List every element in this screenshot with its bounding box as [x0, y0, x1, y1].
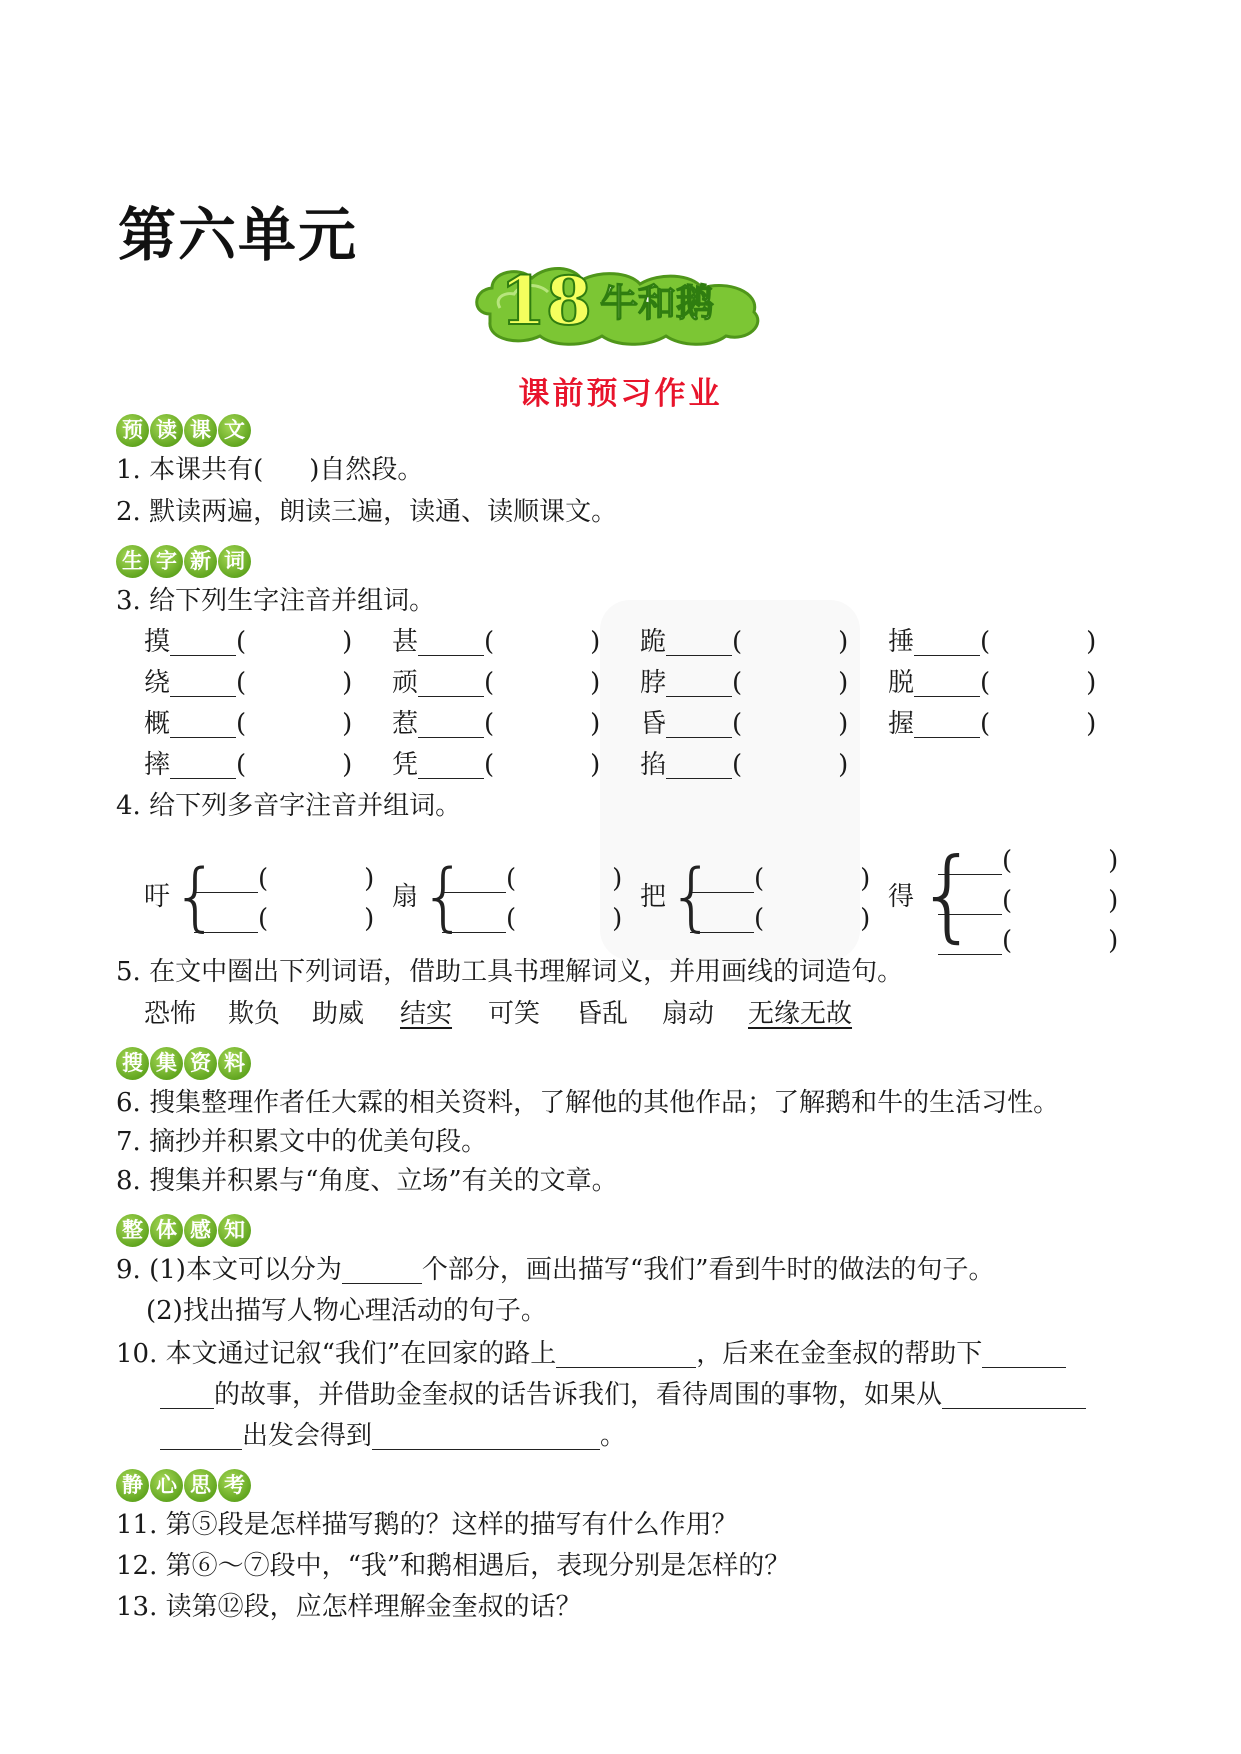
character-label: 跪: [640, 627, 667, 657]
paren-close: ): [612, 904, 623, 934]
character-label: 甚: [392, 627, 419, 657]
pinyin-blank[interactable]: [418, 635, 484, 661]
polyphonic-character: 把: [640, 882, 667, 912]
character-item: [888, 625, 1096, 659]
paren-close: ): [860, 864, 871, 894]
paren-open: (: [236, 668, 247, 698]
reading-row: [690, 902, 870, 936]
paren-close: ): [838, 709, 849, 739]
paren-open: (: [484, 709, 495, 739]
paren-open: (: [732, 627, 743, 657]
word-blank[interactable]: [494, 754, 590, 779]
question-13: 13. 读第⑫段，应怎样理解金奎叔的话？: [116, 1592, 582, 1622]
paren-close: ): [590, 627, 601, 657]
polyphonic-character: 扇: [392, 882, 419, 912]
pinyin-blank[interactable]: [914, 676, 980, 702]
word-blank[interactable]: [494, 631, 590, 656]
pinyin-blank[interactable]: [938, 894, 1002, 920]
paren-open: (: [754, 864, 765, 894]
section-heading-char: 搜: [116, 1047, 149, 1080]
unit-title: 第六单元: [118, 201, 359, 269]
polyphonic-character: 得: [888, 882, 915, 912]
pinyin-blank[interactable]: [418, 717, 484, 743]
section-heading-char: 集: [150, 1047, 183, 1080]
character-label: 顽: [392, 668, 419, 698]
word-blank[interactable]: [1012, 890, 1108, 915]
section-heading-char: 考: [218, 1469, 251, 1502]
paren-close: ): [1086, 668, 1097, 698]
answer-q9-part-count[interactable]: [342, 1263, 422, 1289]
word-blank[interactable]: [246, 754, 342, 779]
section-heading-char: 静: [116, 1469, 149, 1502]
character-item: [640, 748, 848, 782]
word-blank[interactable]: [516, 868, 612, 893]
character-item: [640, 625, 848, 659]
answer-q10-blank-2a[interactable]: [982, 1347, 1066, 1373]
brace-symbol: {: [172, 854, 220, 940]
vocabulary-word: 扇动: [662, 999, 715, 1029]
paren-open: (: [484, 668, 495, 698]
word-blank[interactable]: [742, 672, 838, 697]
section-heading-char: 思: [184, 1469, 217, 1502]
vocabulary-word: 结实: [400, 999, 453, 1029]
pinyin-blank[interactable]: [690, 872, 754, 898]
paren-open: (: [506, 864, 517, 894]
word-blank[interactable]: [1012, 850, 1108, 875]
section-heading-char: 预: [116, 414, 149, 447]
pinyin-blank[interactable]: [938, 934, 1002, 960]
lesson-title: 牛和鹅: [600, 281, 715, 325]
pinyin-blank[interactable]: [666, 676, 732, 702]
pinyin-blank[interactable]: [442, 912, 506, 938]
section-heading-quiet-thinking: [116, 1469, 251, 1502]
word-blank[interactable]: [494, 713, 590, 738]
character-label: 捶: [888, 627, 915, 657]
word-blank[interactable]: [990, 672, 1086, 697]
character-label: 脖: [640, 668, 667, 698]
paren-close: ): [838, 627, 849, 657]
character-item: [392, 707, 600, 741]
character-label: 惹: [392, 709, 419, 739]
reading-row: [442, 902, 622, 936]
paren-open: (: [236, 750, 247, 780]
pinyin-blank[interactable]: [914, 635, 980, 661]
paren-close: ): [342, 668, 353, 698]
character-item: [640, 707, 848, 741]
paren-open: (: [754, 904, 765, 934]
paren-close: ): [364, 904, 375, 934]
word-blank[interactable]: [246, 713, 342, 738]
paren-open: (: [732, 668, 743, 698]
section-heading-char: 新: [184, 545, 217, 578]
section-heading-char: 读: [150, 414, 183, 447]
paren-close: ): [590, 750, 601, 780]
pinyin-blank[interactable]: [170, 635, 236, 661]
polyphonic-character: 吁: [144, 882, 171, 912]
vocabulary-word: 恐怖: [144, 999, 197, 1029]
section-heading-char: 文: [218, 414, 251, 447]
paren-open: (: [506, 904, 517, 934]
character-item: [144, 707, 352, 741]
reading-row: [442, 862, 622, 896]
paren-close: ): [364, 864, 375, 894]
paren-close: ): [860, 904, 871, 934]
paren-open: (: [732, 709, 743, 739]
word-blank[interactable]: [764, 908, 860, 933]
brace-symbol: {: [668, 854, 716, 940]
section-heading-char: 知: [218, 1214, 251, 1247]
paren-close: ): [1108, 886, 1119, 916]
reading-row: [938, 884, 1118, 918]
character-item: [888, 707, 1096, 741]
paren-open: (: [484, 750, 495, 780]
question-7: 7. 摘抄并积累文中的优美句段。: [116, 1127, 488, 1157]
character-label: 昏: [640, 709, 667, 739]
word-blank[interactable]: [990, 631, 1086, 656]
paren-close: ): [342, 709, 353, 739]
worksheet-subtitle: 课前预习作业: [518, 376, 723, 412]
word-blank[interactable]: [268, 908, 364, 933]
character-item: [888, 666, 1096, 700]
answer-q10-blank-3a[interactable]: [942, 1388, 1086, 1414]
vocabulary-word: 欺负: [228, 999, 281, 1029]
paren-close: ): [612, 864, 623, 894]
word-blank[interactable]: [516, 908, 612, 933]
character-label: 脱: [888, 668, 915, 698]
paren-open: (: [236, 627, 247, 657]
character-label: 掐: [640, 750, 667, 780]
question-4-prompt: 4. 给下列多音字注音并组词。: [116, 791, 462, 821]
character-item: [144, 666, 352, 700]
word-blank[interactable]: [990, 713, 1086, 738]
character-item: [392, 748, 600, 782]
character-label: 摔: [144, 750, 171, 780]
section-heading-char: 料: [218, 1047, 251, 1080]
paren-close: ): [342, 750, 353, 780]
pinyin-blank[interactable]: [442, 872, 506, 898]
paren-close: ): [342, 627, 353, 657]
character-item: [392, 666, 600, 700]
vocabulary-word: 可笑: [488, 999, 541, 1029]
section-heading-char: 课: [184, 414, 217, 447]
question-6: 6. 搜集整理作者任大霖的相关资料，了解他的其他作品；了解鹅和牛的生活习性。: [116, 1088, 1060, 1118]
paren-open: (: [980, 627, 991, 657]
vocabulary-word: 助威: [312, 999, 365, 1029]
question-10-line-1: 10. 本文通过记叙“我们”在回家的路上 ，后来在金奎叔的帮助下: [116, 1337, 1066, 1371]
question-12: 12. 第⑥～⑦段中，“我”和鹅相遇后，表现分别是怎样的？: [116, 1551, 791, 1581]
pinyin-blank[interactable]: [194, 912, 258, 938]
section-heading-char: 整: [116, 1214, 149, 1247]
paren-open: (: [1002, 926, 1013, 956]
paren-close: ): [1108, 846, 1119, 876]
question-5-prompt: 5. 在文中圈出下列词语，借助工具书理解词义，并用画线的词造句。: [116, 957, 904, 987]
pinyin-blank[interactable]: [914, 717, 980, 743]
question-10-line-2: 的故事，并借助金奎叔的话告诉我们，看待周围的事物，如果从: [160, 1378, 1086, 1412]
paren-open: (: [980, 709, 991, 739]
question-9-part-1: 9. (1)本文可以分为 个部分，画出描写“我们”看到牛时的做法的句子。: [116, 1253, 995, 1287]
brace-symbol: {: [420, 854, 468, 940]
paren-close: ): [1086, 709, 1097, 739]
paren-open: (: [1002, 886, 1013, 916]
question-2: 2. 默读两遍，朗读三遍，读通、读顺课文。: [116, 497, 618, 527]
paren-close: ): [838, 668, 849, 698]
reading-row: [194, 862, 374, 896]
character-label: 摸: [144, 627, 171, 657]
answer-q10-blank-3b[interactable]: [160, 1429, 242, 1455]
word-blank[interactable]: [246, 672, 342, 697]
word-blank[interactable]: [742, 713, 838, 738]
vocabulary-word: 无缘无故: [748, 999, 853, 1029]
answer-q10-blank-1[interactable]: [556, 1347, 696, 1373]
pinyin-blank[interactable]: [170, 717, 236, 743]
paren-open: (: [732, 750, 743, 780]
paren-open: (: [236, 709, 247, 739]
section-heading-char: 词: [218, 545, 251, 578]
section-heading-overall-perception: [116, 1214, 251, 1247]
answer-q10-blank-4[interactable]: [372, 1429, 600, 1455]
word-blank[interactable]: [246, 631, 342, 656]
question-8: 8. 搜集并积累与“角度、立场”有关的文章。: [116, 1166, 618, 1196]
paren-close: ): [1108, 926, 1119, 956]
character-label: 绕: [144, 668, 171, 698]
pinyin-blank[interactable]: [418, 758, 484, 784]
character-item: [640, 666, 848, 700]
reading-row: [194, 902, 374, 936]
character-label: 握: [888, 709, 915, 739]
section-heading-new-words: [116, 545, 251, 578]
character-label: 概: [144, 709, 171, 739]
reading-row: [690, 862, 870, 896]
section-heading-preview-reading: [116, 414, 251, 447]
paren-open: (: [980, 668, 991, 698]
section-heading-char: 生: [116, 545, 149, 578]
question-10-line-3: 出发会得到 。: [160, 1419, 626, 1453]
answer-q1-paragraph-count[interactable]: [263, 459, 309, 484]
pinyin-blank[interactable]: [170, 758, 236, 784]
vocabulary-word: 昏乱: [576, 999, 629, 1029]
reading-row: [938, 844, 1118, 878]
pinyin-blank[interactable]: [418, 676, 484, 702]
pinyin-blank[interactable]: [666, 758, 732, 784]
lesson-number: 18: [500, 262, 592, 340]
pinyin-blank[interactable]: [666, 635, 732, 661]
pinyin-blank[interactable]: [194, 872, 258, 898]
lesson-banner: [470, 262, 770, 348]
paren-open: (: [258, 864, 269, 894]
character-item: [144, 748, 352, 782]
pinyin-blank[interactable]: [666, 717, 732, 743]
answer-q10-blank-2b[interactable]: [160, 1388, 214, 1414]
paren-close: ): [838, 750, 849, 780]
section-heading-char: 体: [150, 1214, 183, 1247]
pinyin-blank[interactable]: [690, 912, 754, 938]
pinyin-blank[interactable]: [170, 676, 236, 702]
word-blank[interactable]: [764, 868, 860, 893]
question-11: 11. 第⑤段是怎样描写鹅的？这样的描写有什么作用？: [116, 1510, 738, 1540]
question-1: 1. 本课共有( )自然段。: [116, 455, 424, 485]
section-heading-char: 心: [150, 1469, 183, 1502]
paren-open: (: [484, 627, 495, 657]
section-heading-char: 资: [184, 1047, 217, 1080]
word-blank[interactable]: [742, 631, 838, 656]
pinyin-blank[interactable]: [938, 854, 1002, 880]
paren-open: (: [258, 904, 269, 934]
question-9-part-2: (2)找出描写人物心理活动的句子。: [146, 1296, 547, 1326]
question-3-prompt: 3. 给下列生字注音并组词。: [116, 586, 436, 616]
character-item: [144, 625, 352, 659]
word-blank[interactable]: [268, 868, 364, 893]
word-blank[interactable]: [1012, 930, 1108, 955]
paren-close: ): [1086, 627, 1097, 657]
section-heading-char: 感: [184, 1214, 217, 1247]
word-blank[interactable]: [494, 672, 590, 697]
section-heading-collect-materials: [116, 1047, 251, 1080]
word-blank[interactable]: [742, 754, 838, 779]
paren-close: ): [590, 709, 601, 739]
paren-close: ): [590, 668, 601, 698]
character-item: [392, 625, 600, 659]
section-heading-char: 字: [150, 545, 183, 578]
reading-row: [938, 924, 1118, 958]
brace-symbol: {: [916, 836, 980, 953]
character-label: 凭: [392, 750, 419, 780]
paren-open: (: [1002, 846, 1013, 876]
